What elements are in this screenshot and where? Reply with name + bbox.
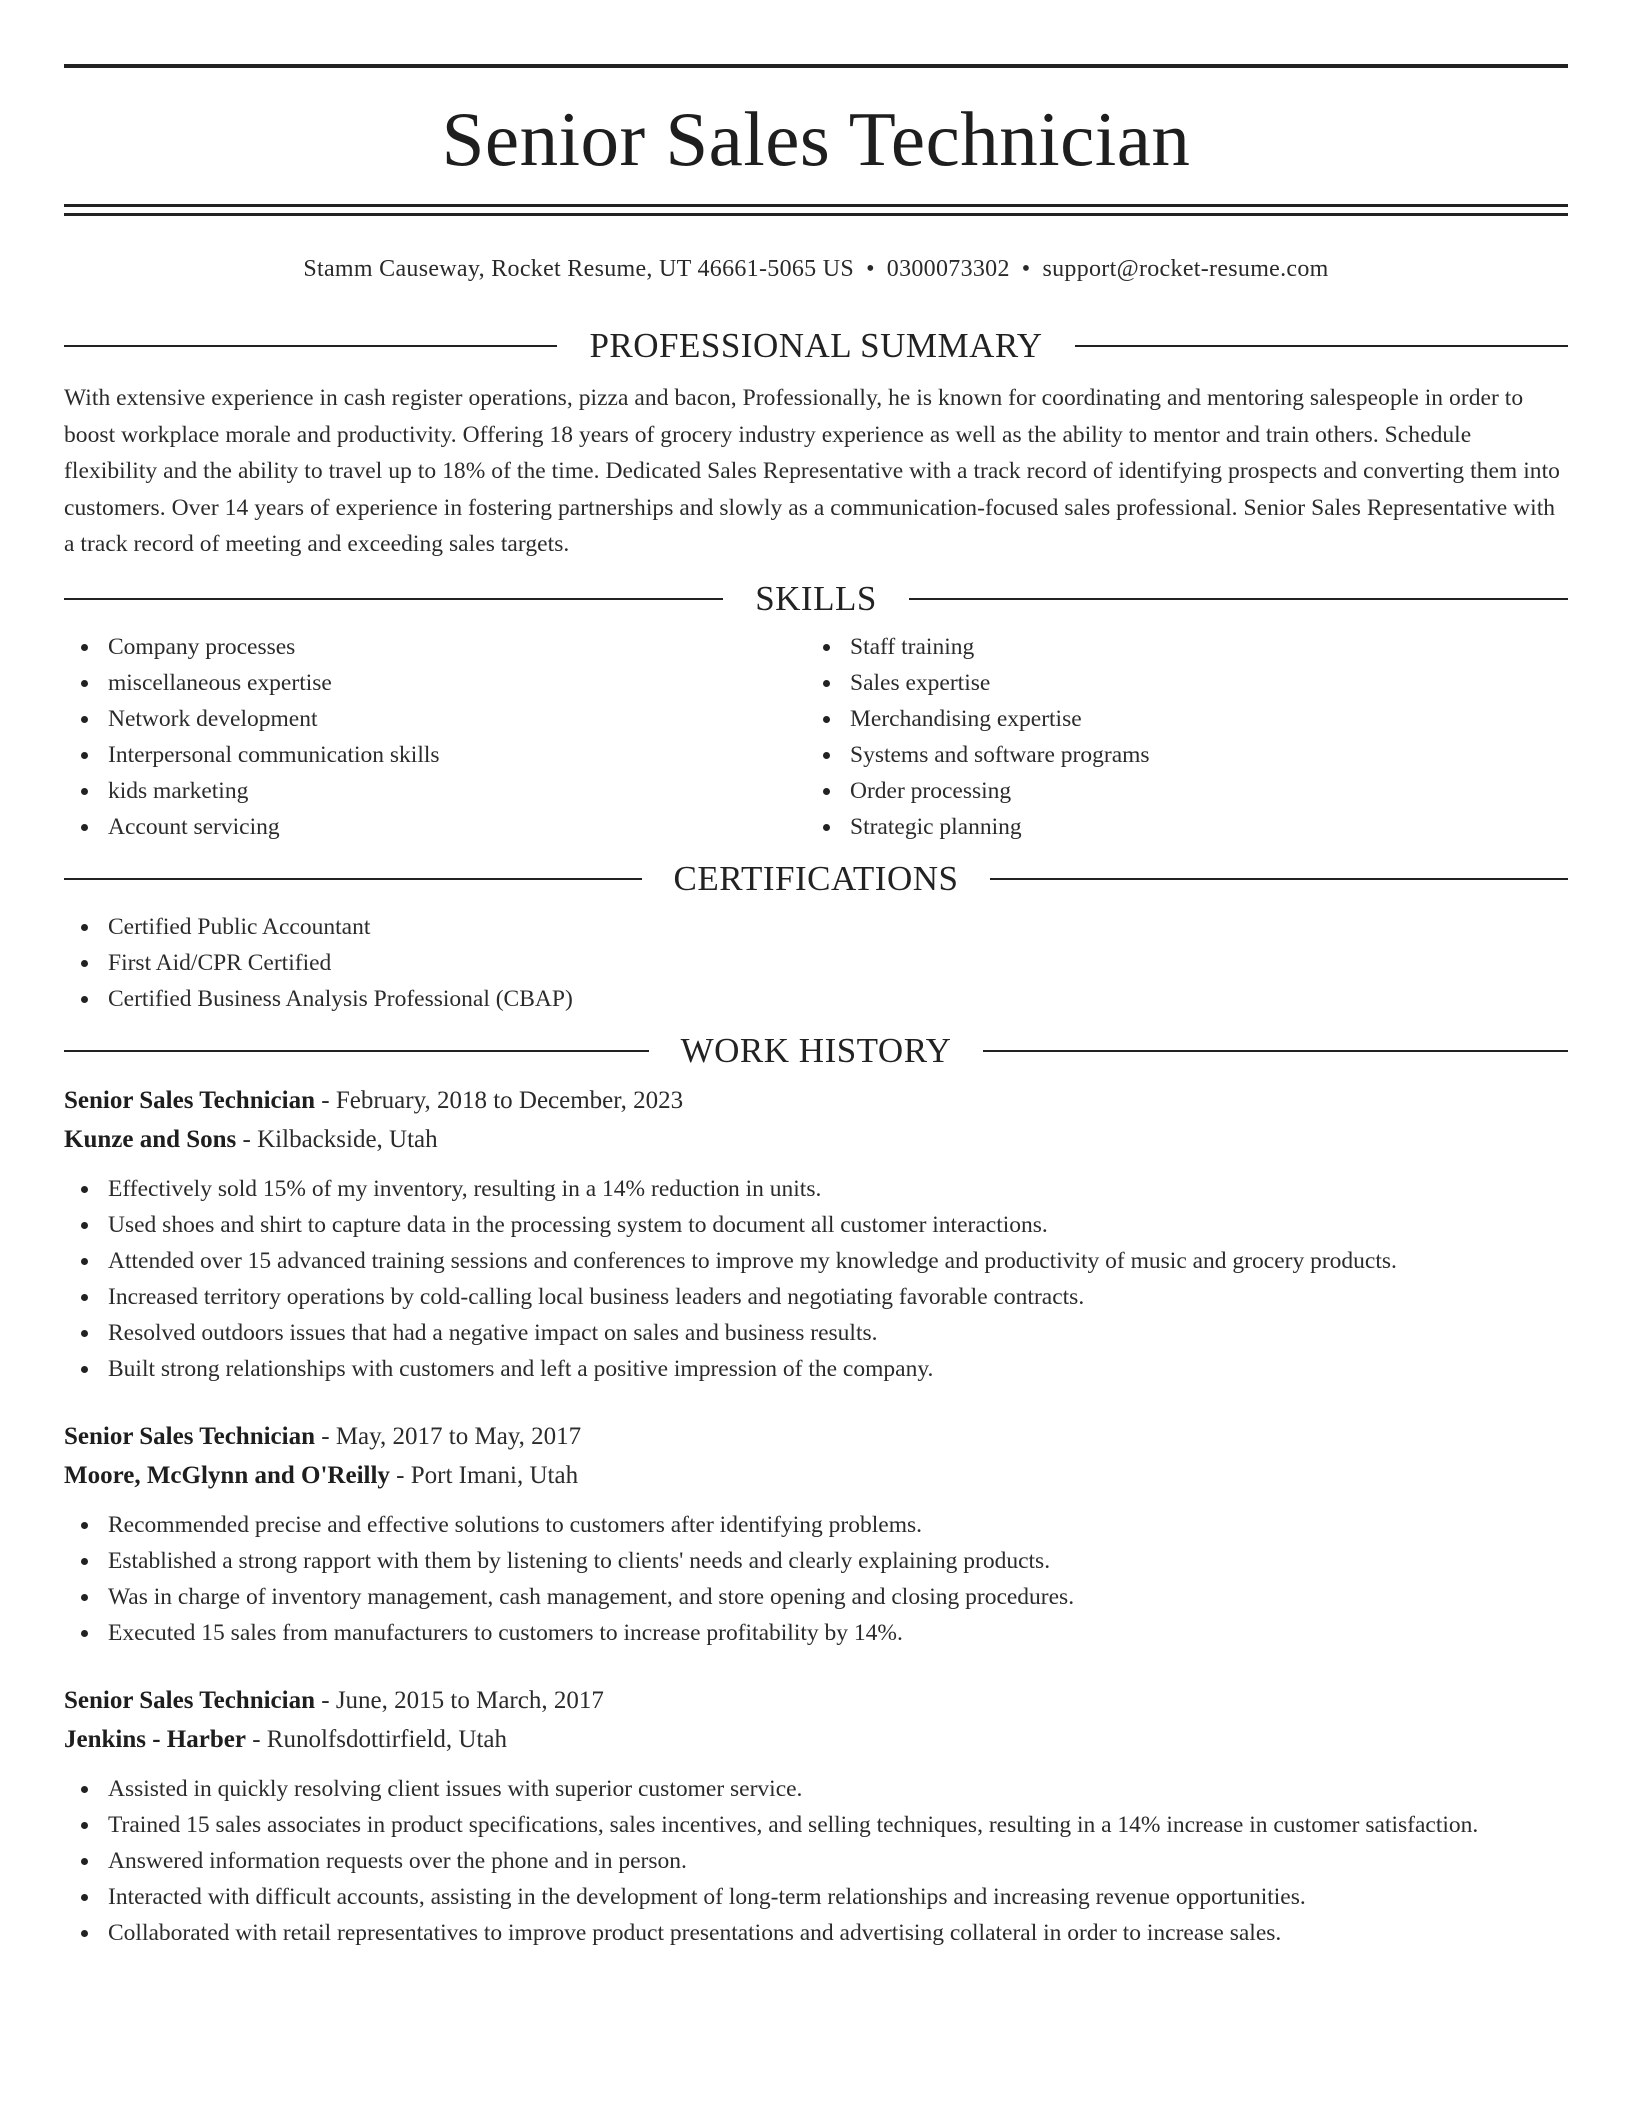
job-dash: - <box>315 1686 336 1714</box>
title-rule-upper <box>64 204 1568 207</box>
list-item: Was in charge of inventory management, cash management, and store opening and closing procedures. <box>64 1579 1568 1615</box>
job-company: Jenkins - Harber <box>64 1725 246 1753</box>
heading-rule <box>983 1050 1568 1052</box>
section-heading-work-history <box>64 1031 1568 1071</box>
contact-email: support@rocket-resume.com <box>1042 256 1329 282</box>
page-title: Senior Sales Technician <box>441 96 1191 182</box>
job-dates: June, 2015 to March, 2017 <box>335 1686 604 1714</box>
job-title-line <box>64 1681 1568 1720</box>
list-item: Systems and software programs <box>806 737 1548 773</box>
skills-grid <box>64 629 1568 845</box>
list-item: Trained 15 sales associates in product specifications, sales incentives, and selling techniques, resulting in a 14% increase in customer satisfaction. <box>64 1807 1568 1843</box>
job-location: Runolfsdottirfield, Utah <box>266 1725 508 1753</box>
contact-address: Stamm Causeway, Rocket Resume, UT 46661-5065 US <box>303 256 855 282</box>
list-item: Executed 15 sales from manufacturers to customers to increase profitability by 14%. <box>64 1615 1568 1651</box>
list-item: Interpersonal communication skills <box>64 737 806 773</box>
list-item: Assisted in quickly resolving client issues with superior customer service. <box>64 1771 1568 1807</box>
list-item: Network development <box>64 701 806 737</box>
section-heading-summary <box>64 326 1568 366</box>
heading-rule <box>64 598 723 600</box>
list-item: Attended over 15 advanced training sessions and conferences to improve my knowledge and productivity of music and grocery products. <box>64 1243 1568 1279</box>
heading-label: WORK HISTORY <box>680 1030 952 1070</box>
job-dates: May, 2017 to May, 2017 <box>335 1422 582 1450</box>
contact-separator: • <box>866 256 875 282</box>
job-company-line <box>64 1120 1568 1159</box>
list-item: First Aid/CPR Certified <box>64 945 1568 981</box>
heading-label: CERTIFICATIONS <box>673 858 959 898</box>
list-item: Collaborated with retail representatives to improve product presentations and advertising collateral in order to increase sales. <box>64 1915 1568 1951</box>
heading-label: PROFESSIONAL SUMMARY <box>589 326 1043 365</box>
job-dash: - <box>245 1725 267 1753</box>
section-heading-skills <box>64 579 1568 619</box>
list-item: Resolved outdoors issues that had a negative impact on sales and business results. <box>64 1315 1568 1351</box>
list-item: Used shoes and shirt to capture data in the processing system to document all customer interactions. <box>64 1207 1568 1243</box>
job-title-line <box>64 1081 1568 1120</box>
list-item: kids marketing <box>64 773 806 809</box>
certifications-list <box>64 909 1568 1017</box>
list-item: Effectively sold 15% of my inventory, resulting in a 14% reduction in units. <box>64 1171 1568 1207</box>
job-company: Kunze and Sons <box>64 1125 237 1153</box>
list-item: Order processing <box>806 773 1548 809</box>
list-item: Staff training <box>806 629 1548 665</box>
job-entry <box>64 1417 1568 1651</box>
list-item: Built strong relationships with customers and left a positive impression of the company. <box>64 1351 1568 1387</box>
job-title: Senior Sales Technician <box>64 1422 315 1450</box>
summary-text: With extensive experience in cash register operations, pizza and bacon, Professionally, he is known for coordinating and mentoring salespeople in order to boost workplace morale and productivity. Offering 18 years of grocery industry experience as well as the ability to mentor and train others. Schedule flexibility and the ability to travel up to 18% of the time. Dedicated Sales Representative with a track record of identifying prospects and converting them into customers. Over 14 years of experience in fostering partnerships and slowly as a communication-focused sales professional. Senior Sales Representative with a track record of meeting and exceeding sales targets. <box>64 385 1560 557</box>
skills-column-right <box>806 629 1548 845</box>
job-dash: - <box>389 1461 411 1489</box>
job-entry <box>64 1681 1568 1951</box>
job-dash: - <box>315 1422 336 1450</box>
list-item: Sales expertise <box>806 665 1548 701</box>
job-dash: - <box>315 1086 336 1114</box>
list-item: Company processes <box>64 629 806 665</box>
heading-label: SKILLS <box>755 578 877 618</box>
heading-rule <box>64 345 557 347</box>
job-title-line <box>64 1417 1568 1456</box>
heading-rule <box>1075 345 1568 347</box>
heading-rule <box>64 1050 649 1052</box>
heading-rule <box>64 878 642 880</box>
list-item: Account servicing <box>64 809 806 845</box>
job-bullets <box>64 1171 1568 1387</box>
job-dates: February, 2018 to December, 2023 <box>335 1086 684 1114</box>
job-entry <box>64 1081 1568 1387</box>
list-item: Interacted with difficult accounts, assisting in the development of long-term relationships and increasing revenue opportunities. <box>64 1879 1568 1915</box>
list-item: Recommended precise and effective solutions to customers after identifying problems. <box>64 1507 1568 1543</box>
list-item: Increased territory operations by cold-calling local business leaders and negotiating favorable contracts. <box>64 1279 1568 1315</box>
job-bullets <box>64 1507 1568 1651</box>
contact-line <box>64 254 1568 284</box>
job-bullets <box>64 1771 1568 1951</box>
job-company-line <box>64 1456 1568 1495</box>
job-dash: - <box>236 1125 258 1153</box>
job-title: Senior Sales Technician <box>64 1686 315 1714</box>
list-item: Answered information requests over the phone and in person. <box>64 1843 1568 1879</box>
list-item: Certified Business Analysis Professional (CBAP) <box>64 981 1568 1017</box>
title-rule-lower <box>64 213 1568 216</box>
list-item: Strategic planning <box>806 809 1548 845</box>
job-location: Port Imani, Utah <box>410 1461 579 1489</box>
list-item: miscellaneous expertise <box>64 665 806 701</box>
section-heading-certifications <box>64 859 1568 899</box>
job-title: Senior Sales Technician <box>64 1086 315 1114</box>
list-item: Merchandising expertise <box>806 701 1548 737</box>
contact-separator: • <box>1021 256 1031 282</box>
resume-page <box>64 0 1568 1951</box>
contact-phone: 0300073302 <box>886 256 1010 282</box>
job-location: Kilbackside, Utah <box>257 1125 438 1153</box>
job-company: Moore, McGlynn and O'Reilly <box>64 1461 390 1489</box>
heading-rule <box>990 878 1568 880</box>
skills-column-left <box>64 629 806 845</box>
list-item: Certified Public Accountant <box>64 909 1568 945</box>
heading-rule <box>909 598 1568 600</box>
job-company-line <box>64 1720 1568 1759</box>
list-item: Established a strong rapport with them by listening to clients' needs and clearly explaining products. <box>64 1543 1568 1579</box>
